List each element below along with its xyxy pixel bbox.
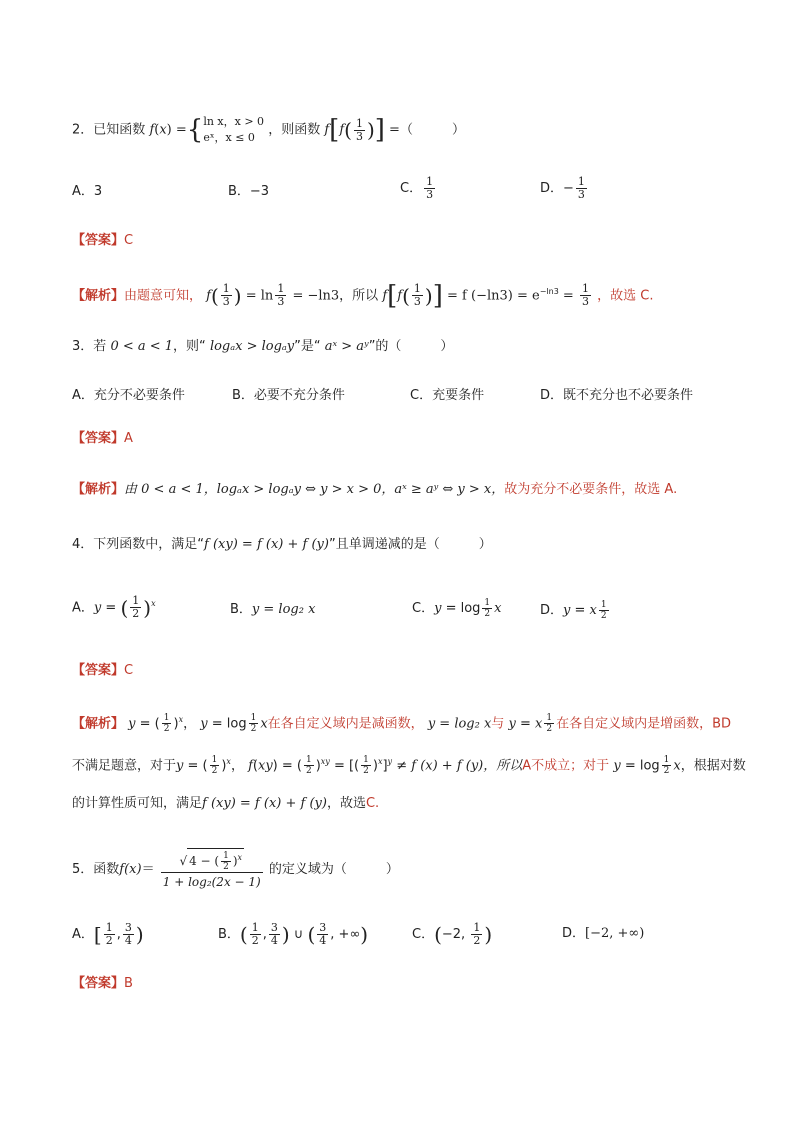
- q5-answer: 【答案】B: [72, 976, 133, 991]
- q3-option-d: D．既不充分也不必要条件: [540, 388, 694, 403]
- q5-stem: 5．函数f(x)＝ √ 4 − ( $\frac{1}{2}$ )$^x$ 1 + log₂(2x − 1) 的定义域为（ ）: [72, 848, 734, 891]
- q3-stem: 3．若 0 < a < 1，则“ logₐx > logₐy”是“ aˣ > aʸ”的（ ）: [72, 339, 454, 354]
- q3-option-b: B．必要不充分条件: [232, 388, 345, 403]
- q4-option-a: A．y = ( $\frac{1}{2}$ )$^x$: [72, 594, 156, 621]
- q4-analysis-line2: 不满足题意，对于y = ( $\frac{1}{2}$ )$^x$， f(xy) = ( $\frac{1}{2}$ )$^{xy}$ = [( $\frac{1}{2}$ )$^x$]$^y$ ≠ f (x) + f (y)，所以A不成立；对于 y = log $\frac{1}{2}$ x，根据对数: [72, 755, 746, 777]
- q2-option-a: A．3: [72, 184, 103, 199]
- q4-answer: 【答案】C: [72, 663, 134, 678]
- q5-option-c: C．(−2, $\frac{1}{2}$ ): [412, 921, 493, 947]
- q3-option-a: A．充分不必要条件: [72, 388, 185, 403]
- q3-analysis: 【解析】由 0 < a < 1，logₐx > logₐy ⇔ y > x > 0，aˣ ≥ aʸ ⇔ y > x，故为充分不必要条件，故选 A.: [72, 482, 678, 497]
- q4-analysis-line3: 的计算性质可知，满足f (xy) = f (x) + f (y)，故选C.: [72, 796, 380, 811]
- q4-stem: 4．下列函数中，满足“f (xy) = f (x) + f (y)”且单调递减的是（ ）: [72, 537, 492, 552]
- q2-answer: 【答案】C: [72, 233, 134, 248]
- q3-answer: 【答案】A: [72, 431, 133, 446]
- q2-stem: 2．已知函数 f(x) ={ ln x，x > 0 eˣ，x ≤ 0 ，则函数 f[f( $\frac{1}{3}$ )] =（ ）: [72, 115, 465, 145]
- q2-analysis: 【解析】由题意可知， f( $\frac{1}{3}$ ) = ln $\frac{1}{3}$ = −ln3，所以 f[f( $\frac{1}{3}$ )] = f $(-\ln 3) = e^{-ln3}$ = $\frac{1}{3}$ ，故选 C.: [72, 280, 654, 311]
- q4-analysis-line1: 【解析】 y = ( $\frac{1}{2}$ )$^x$， y = log $\frac{1}{2}$ x在各自定义域内是减函数， y = log₂ x与 y = x $\frac{1}{2}$ 在各自定义域内是增函数，BD: [72, 713, 732, 735]
- q4-option-d: D．y = x $\frac{1}{2}$: [540, 600, 607, 621]
- q5-option-d: D．[−2, +∞): [562, 926, 645, 941]
- q2-piecewise: ln x，x > 0 eˣ，x ≤ 0: [203, 115, 265, 144]
- q5-option-b: B．( $\frac{1}{2}$ , $\frac{3}{4}$ ) ∪ ( $\frac{3}{4}$ , +∞): [218, 921, 369, 947]
- q5-option-a: A．[ $\frac{1}{2}$ , $\frac{3}{4}$ ): [72, 921, 144, 947]
- q2-option-c: C． $\frac{1}{3}$: [400, 175, 434, 201]
- q2-option-d: D．− $\frac{1}{3}$: [540, 175, 585, 201]
- q5-fraction: √ 4 − ( $\frac{1}{2}$ )$^x$ 1 + log₂(2x − 1): [161, 848, 263, 891]
- q4-option-b: B．y = log₂ x: [230, 602, 316, 617]
- q2-option-b: B．−3: [228, 184, 270, 199]
- q3-option-c: C．充要条件: [410, 388, 485, 403]
- q4-option-c: C．y = log $\frac{1}{2}$ x: [412, 598, 502, 619]
